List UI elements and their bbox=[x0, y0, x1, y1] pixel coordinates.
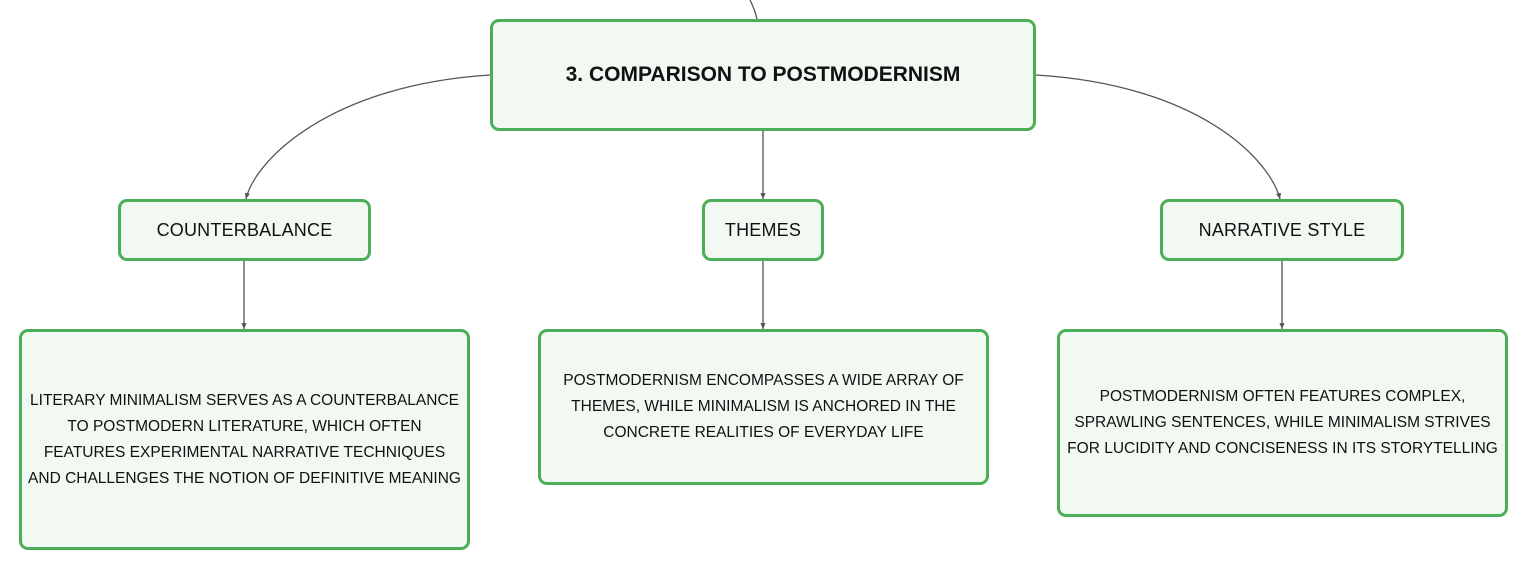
detail-node-counterbalance[interactable] bbox=[19, 329, 470, 550]
detail-node-themes[interactable] bbox=[538, 329, 989, 485]
topic-node-counterbalance[interactable] bbox=[118, 199, 371, 261]
topic-node-label: COUNTERBALANCE bbox=[156, 219, 333, 240]
detail-node-narrative-style[interactable] bbox=[1057, 329, 1508, 517]
root-node[interactable] bbox=[490, 19, 1036, 131]
detail-node-text: POSTMODERNISM ENCOMPASSES A WIDE ARRAY OF THEMES, WHILE MINIMALISM IS ANCHORED IN THE CONCRETE REALITIES OF EVERYDAY LIFE bbox=[563, 372, 964, 441]
detail-node-text: LITERARY MINIMALISM SERVES AS A COUNTERBALANCE TO POSTMODERN LITERATURE, WHICH OFTEN FEATURES EXPERIMENTAL NARRATIVE TECHNIQUES AND CHALLENGES THE NOTION OF DEFINITIVE MEANING bbox=[28, 391, 461, 487]
connector-parent-to-root bbox=[750, 0, 757, 19]
topic-node-narrative-style[interactable] bbox=[1160, 199, 1404, 261]
connector-root-to-counterbalance bbox=[246, 75, 490, 199]
topic-node-themes[interactable] bbox=[702, 199, 824, 261]
topic-node-label: THEMES bbox=[724, 219, 802, 240]
root-node-label: 3. COMPARISON TO POSTMODERNISM bbox=[565, 63, 961, 86]
connector-root-to-narrative bbox=[1036, 75, 1280, 199]
detail-node-text: POSTMODERNISM OFTEN FEATURES COMPLEX, SPRAWLING SENTENCES, WHILE MINIMALISM STRIVES FOR LUCIDITY AND CONCISENESS IN ITS STORYTELLING bbox=[1067, 388, 1498, 457]
topic-node-label: NARRATIVE STYLE bbox=[1198, 219, 1366, 240]
